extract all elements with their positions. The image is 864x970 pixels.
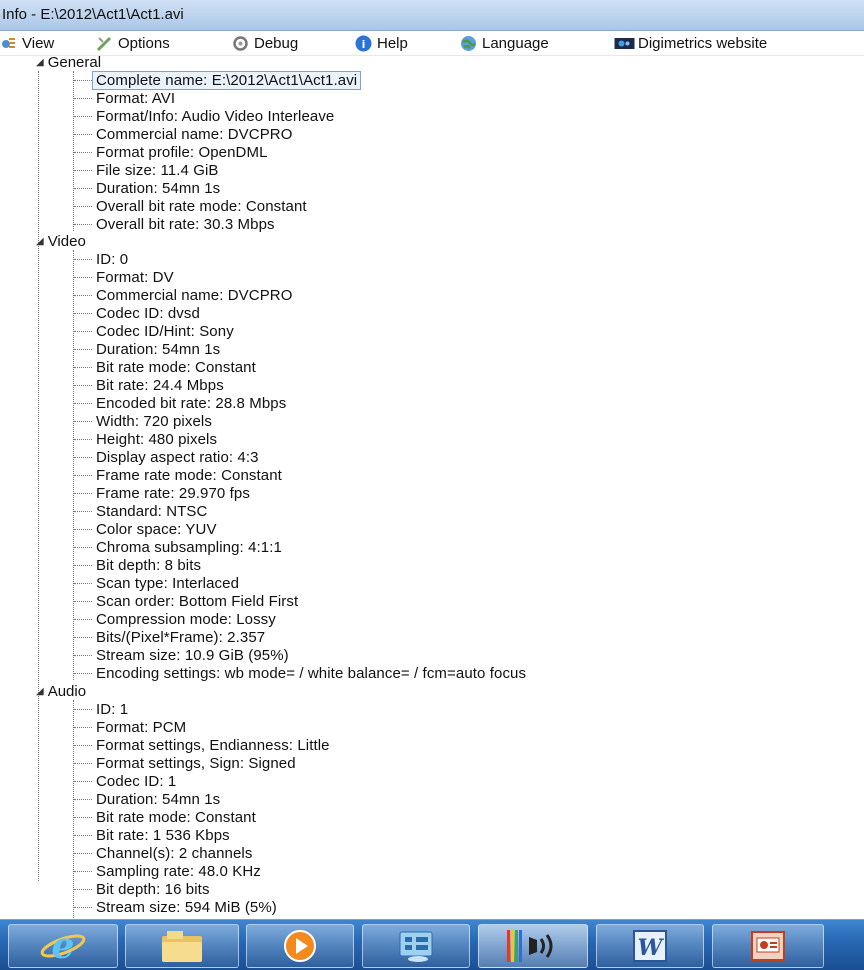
tree-item-label: Codec ID/Hint: Sony (96, 322, 234, 340)
menu-help[interactable] (355, 33, 408, 53)
tree-item[interactable] (74, 574, 239, 592)
tree-item-label: Bit rate mode: Constant (96, 358, 256, 376)
tree-connector (74, 224, 92, 225)
tree-item-label: Width: 720 pixels (96, 412, 212, 430)
tree-item[interactable] (74, 808, 256, 826)
tree-connector (74, 457, 92, 458)
tree-item-label: Standard: NTSC (96, 502, 208, 520)
tree-connector (74, 745, 92, 746)
title-bar (0, 0, 864, 31)
menu-language-label: Language (482, 34, 549, 52)
tree-connector (74, 188, 92, 189)
tree-connector (74, 295, 92, 296)
menu-debug[interactable] (232, 33, 298, 53)
section-general-label: General (47, 53, 102, 71)
menu-options-label: Options (118, 34, 170, 52)
tree-item-label: Format settings, Endianness: Little (96, 736, 330, 754)
tree-item[interactable] (74, 107, 334, 125)
tree-item[interactable] (74, 718, 186, 736)
tree-item-label: Format profile: OpenDML (96, 143, 268, 161)
tree-item[interactable] (74, 358, 256, 376)
menu-bar (0, 31, 864, 56)
tree-item[interactable] (74, 143, 268, 161)
section-audio[interactable] (36, 682, 86, 700)
window-title: Info - E:\2012\Act1\Act1.avi (2, 6, 184, 23)
taskbar-button-mediainfo[interactable] (478, 924, 588, 968)
tree-item[interactable] (74, 322, 234, 340)
tree-item[interactable] (74, 826, 230, 844)
tree-item[interactable] (74, 880, 210, 898)
tree-item-label: Compression mode: Lossy (96, 610, 276, 628)
tree-item[interactable] (74, 736, 330, 754)
tree-item-label: Overall bit rate mode: Constant (96, 197, 307, 215)
tree-item-label: Duration: 54mn 1s (96, 790, 221, 808)
tree-connector (74, 116, 92, 117)
tree-item[interactable] (74, 610, 276, 628)
media-player-icon (282, 928, 318, 964)
taskbar-button-explorer[interactable] (125, 924, 239, 968)
tree-item[interactable] (74, 502, 207, 520)
tree-connector (74, 277, 92, 278)
tree-connector (74, 583, 92, 584)
info-tree[interactable] (0, 55, 864, 919)
tree-item[interactable] (74, 754, 296, 772)
tree-item-label: Complete name: E:\2012\Act1\Act1.avi (92, 71, 361, 90)
collapse-arrow-icon[interactable]: ◢ (36, 685, 44, 697)
digimetrics-icon (613, 35, 633, 52)
menu-language[interactable] (460, 33, 549, 53)
menu-help-label: Help (377, 34, 408, 52)
tree-item[interactable] (74, 376, 224, 394)
tree-item-label: Height: 480 pixels (96, 430, 218, 448)
help-icon (355, 35, 372, 52)
section-audio-label: Audio (47, 682, 87, 700)
tree-item[interactable] (74, 340, 220, 358)
tree-connector (74, 619, 92, 620)
tree-item-label: Bit rate: 24.4 Mbps (96, 376, 224, 394)
taskbar-button-media-player[interactable] (246, 924, 354, 968)
tree-connector (74, 835, 92, 836)
tree-connector (74, 727, 92, 728)
svg-text:W: W (637, 935, 663, 961)
mediainfo-icon (503, 927, 563, 965)
tree-item[interactable] (74, 556, 201, 574)
svg-text:e: e (51, 925, 75, 967)
tree-connector (74, 152, 92, 153)
tree-connector (74, 421, 92, 422)
tree-connector (74, 80, 92, 81)
tree-connector (74, 349, 92, 350)
tree-connector (74, 907, 92, 908)
tree-item-label: ID: 1 (96, 700, 129, 718)
tree-item-label: Format/Info: Audio Video Interleave (96, 107, 335, 125)
tree-item[interactable] (74, 790, 220, 808)
tree-item-label: Duration: 54mn 1s (96, 179, 221, 197)
tree-item-label: ID: 0 (96, 250, 129, 268)
tree-item-label: Channel(s): 2 channels (96, 844, 253, 862)
internet-explorer-icon (39, 927, 87, 965)
tree-item[interactable] (74, 125, 293, 143)
tree-item-label: File size: 11.4 GiB (96, 161, 219, 179)
tree-connector (74, 763, 92, 764)
tree-item[interactable] (74, 466, 282, 484)
tree-item-label: Frame rate: 29.970 fps (96, 484, 250, 502)
taskbar (0, 919, 864, 970)
tree-connector (74, 439, 92, 440)
tree-connector (74, 853, 92, 854)
svg-text:i: i (361, 37, 366, 51)
tree-connector (74, 781, 92, 782)
tree-connector (74, 385, 92, 386)
tree-connector (74, 799, 92, 800)
tree-item[interactable] (74, 664, 526, 682)
tree-item[interactable] (74, 71, 361, 89)
tree-item[interactable] (74, 862, 261, 880)
tree-item[interactable] (74, 268, 174, 286)
collapse-arrow-icon[interactable]: ◢ (36, 235, 44, 247)
section-video-label: Video (47, 232, 86, 250)
tree-item-label: Commercial name: DVCPRO (96, 286, 293, 304)
taskbar-button-powerpoint[interactable] (712, 924, 824, 968)
tree-item-label: Bit depth: 8 bits (96, 556, 202, 574)
tree-item-label: Scan type: Interlaced (96, 574, 240, 592)
tree-connector (74, 673, 92, 674)
file-explorer-icon (159, 928, 205, 964)
options-icon (96, 35, 113, 52)
tree-item-label: Encoded bit rate: 28.8 Mbps (96, 394, 287, 412)
tree-connector (74, 331, 92, 332)
menu-debug-label: Debug (254, 34, 299, 52)
tree-item-label: Bit depth: 16 bits (96, 880, 210, 898)
tree-connector (74, 403, 92, 404)
tree-connector (74, 565, 92, 566)
tree-item-label: Commercial name: DVCPRO (96, 125, 293, 143)
tree-connector (74, 475, 92, 476)
tree-connector (74, 655, 92, 656)
tree-item[interactable] (74, 286, 293, 304)
tree-item[interactable] (74, 448, 259, 466)
tree-item[interactable] (74, 520, 217, 538)
tree-item[interactable] (74, 646, 289, 664)
tree-item-label: Chroma subsampling: 4:1:1 (96, 538, 282, 556)
tree-connector (74, 259, 92, 260)
tree-connector (74, 313, 92, 314)
tree-connector (74, 493, 92, 494)
tree-item[interactable] (74, 844, 252, 862)
tree-item-label: Codec ID: dvsd (96, 304, 200, 322)
tree-item-label: Overall bit rate: 30.3 Mbps (96, 215, 275, 233)
tree-connector (74, 206, 92, 207)
tree-item[interactable] (74, 700, 128, 718)
tree-item-label: Encoding settings: wb mode= / white balance= / fcm=auto focus (96, 664, 527, 682)
tree-item-label: Stream size: 10.9 GiB (95%) (96, 646, 289, 664)
section-video[interactable] (36, 232, 86, 250)
tree-item[interactable] (74, 161, 219, 179)
tree-item[interactable] (74, 179, 220, 197)
tree-connector (74, 889, 92, 890)
tree-item[interactable] (74, 215, 275, 233)
tree-item[interactable] (74, 250, 128, 268)
taskbar-button-ie[interactable] (8, 924, 118, 968)
tree-item[interactable] (74, 772, 176, 790)
tree-connector (74, 871, 92, 872)
tree-connector (74, 511, 92, 512)
control-panel-icon (396, 928, 436, 964)
tree-connector (74, 637, 92, 638)
tree-item[interactable] (74, 898, 277, 916)
tree-connector (74, 529, 92, 530)
debug-icon (232, 35, 249, 52)
tree-item[interactable] (74, 430, 217, 448)
tree-item-label: Format: PCM (96, 718, 187, 736)
word-icon (630, 929, 670, 963)
tree-item[interactable] (74, 592, 298, 610)
tree-item-label: Display aspect ratio: 4:3 (96, 448, 259, 466)
tree-item[interactable] (74, 304, 200, 322)
tree-item[interactable] (74, 197, 307, 215)
taskbar-button-control-panel[interactable] (362, 924, 470, 968)
menu-view[interactable] (0, 33, 54, 53)
tree-connector (74, 134, 92, 135)
tree-item-label: Frame rate mode: Constant (96, 466, 282, 484)
tree-item[interactable] (74, 484, 250, 502)
tree-item-label: Bits/(Pixel*Frame): 2.357 (96, 628, 266, 646)
tree-item-label: Duration: 54mn 1s (96, 340, 221, 358)
menu-options[interactable] (96, 33, 170, 53)
tree-item-label: Stream size: 594 MiB (5%) (96, 898, 277, 916)
tree-item[interactable] (74, 538, 282, 556)
tree-connector (74, 547, 92, 548)
tree-connector (74, 709, 92, 710)
tree-item-label: Sampling rate: 48.0 KHz (96, 862, 261, 880)
menu-view-label: View (22, 34, 55, 52)
tree-item[interactable] (74, 394, 286, 412)
section-general[interactable] (36, 53, 101, 71)
tree-item-label: Bit rate: 1 536 Kbps (96, 826, 230, 844)
tree-item[interactable] (74, 628, 265, 646)
tree-item-label: Color space: YUV (96, 520, 217, 538)
taskbar-button-word[interactable] (596, 924, 704, 968)
tree-item-label: Format: DV (96, 268, 174, 286)
tree-connector (74, 367, 92, 368)
tree-item-label: Format: AVI (96, 89, 176, 107)
view-icon (0, 35, 17, 52)
tree-item-label: Scan order: Bottom Field First (96, 592, 299, 610)
collapse-arrow-icon[interactable]: ◢ (36, 56, 44, 68)
tree-item-label: Bit rate mode: Constant (96, 808, 256, 826)
tree-item-label: Format settings, Sign: Signed (96, 754, 296, 772)
menu-digimetrics-website[interactable] (613, 33, 767, 53)
tree-connector (74, 601, 92, 602)
tree-connector (74, 98, 92, 99)
powerpoint-icon (748, 929, 788, 963)
tree-item[interactable] (74, 89, 175, 107)
tree-connector (74, 817, 92, 818)
language-icon (460, 35, 477, 52)
tree-connector (74, 170, 92, 171)
tree-item-label: Codec ID: 1 (96, 772, 177, 790)
menu-digimetrics-label: Digimetrics website (638, 34, 768, 52)
tree-item[interactable] (74, 412, 212, 430)
